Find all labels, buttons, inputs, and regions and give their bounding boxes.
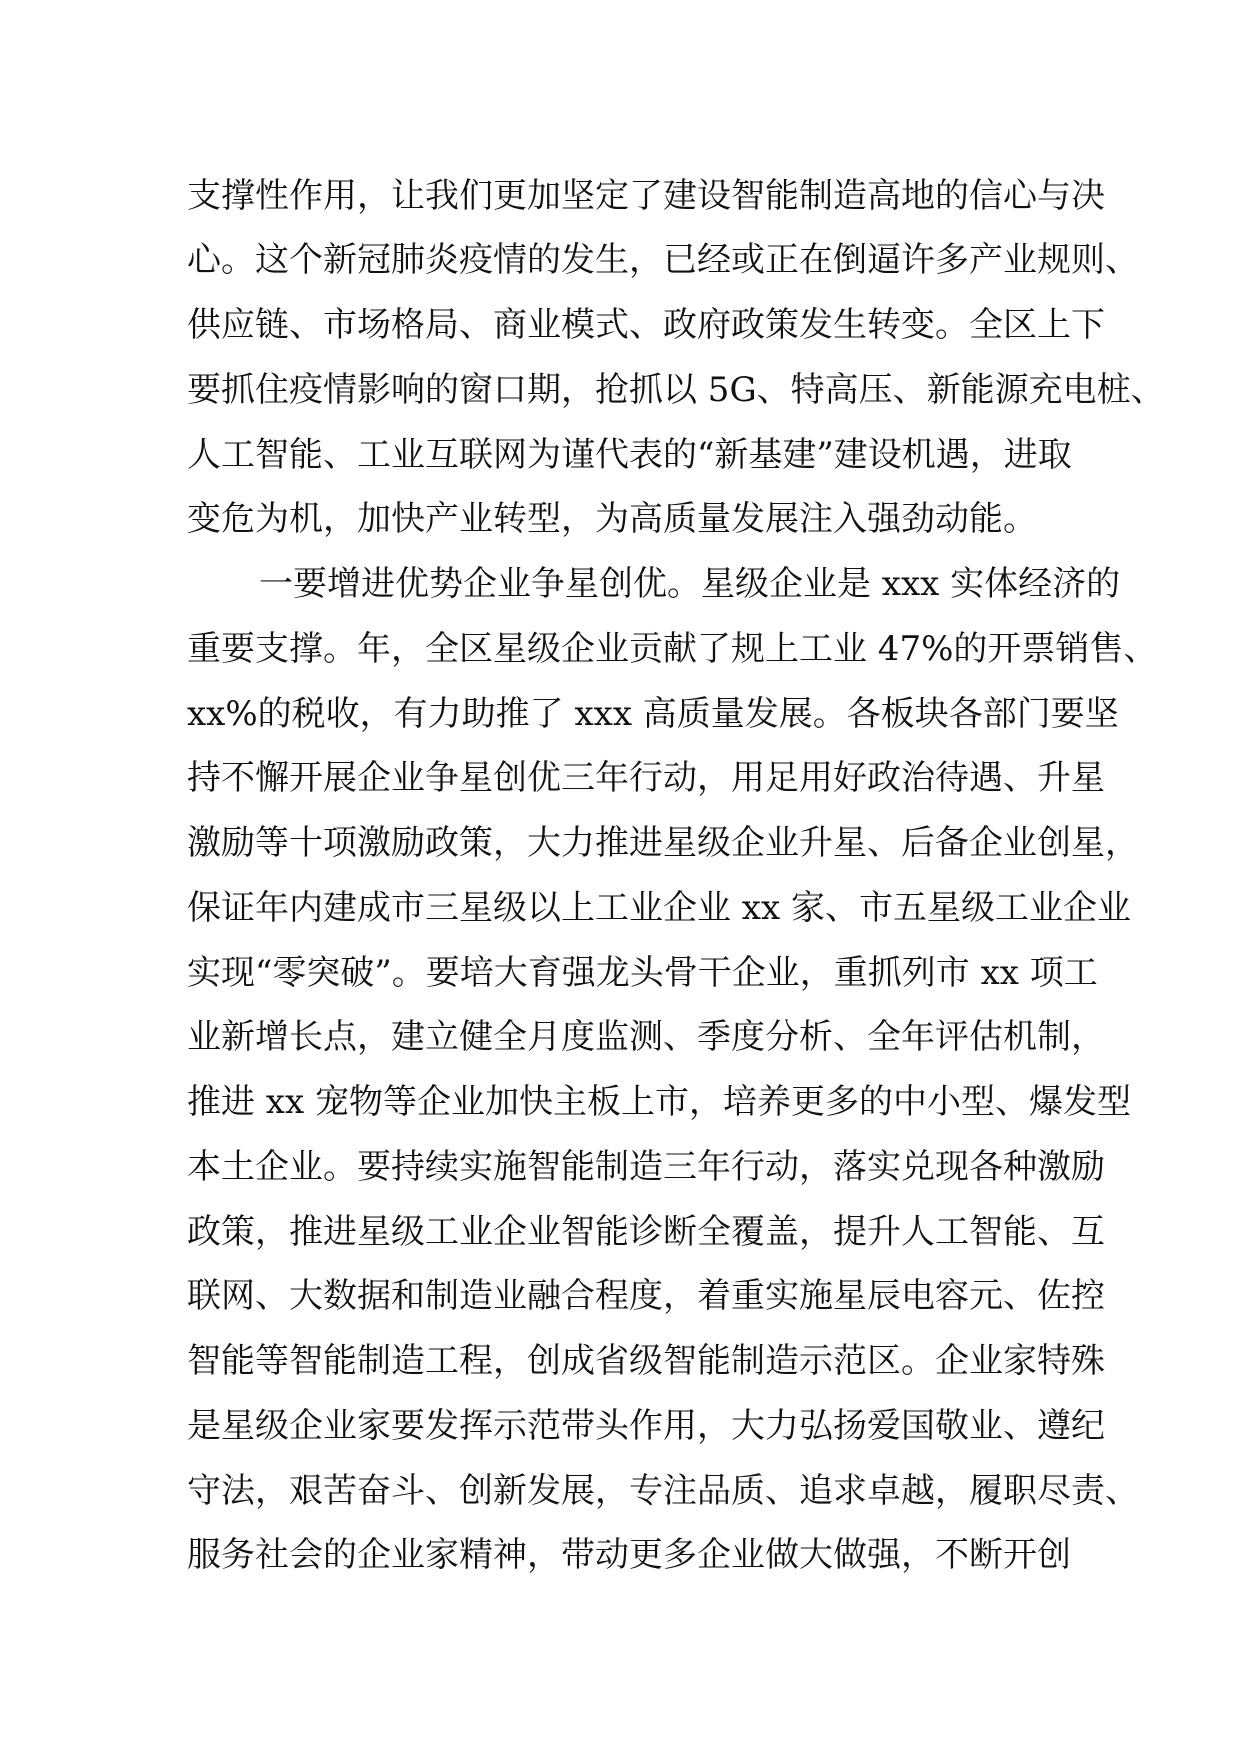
text-line: 要抓住疫情影响的窗口期，抢抓以 5G、特高压、新能源充电桩、	[187, 370, 1165, 410]
text-line: 守法，艰苦奋斗、创新发展，专注品质、追求卓越，履职尽责、	[187, 1471, 1139, 1511]
text-line: 政策，推进星级工业企业智能诊断全覆盖，提升人工智能、互	[187, 1212, 1105, 1252]
text-line: 推进 xx 宠物等企业加快主板上市，培养更多的中小型、爆发型	[187, 1082, 1131, 1122]
text-line: 持不懈开展企业争星创优三年行动，用足用好政治待遇、升星	[187, 758, 1105, 798]
text-line: 供应链、市场格局、商业模式、政府政策发生转变。全区上下	[187, 305, 1105, 345]
text-line: 人工智能、工业互联网为谨代表的“新基建”建设机遇，进取	[187, 435, 1072, 475]
text-line: 智能等智能制造工程，创成省级智能制造示范区。企业家特殊	[187, 1341, 1105, 1381]
text-line: 联网、大数据和制造业融合程度，着重实施星辰电容元、佐控	[187, 1276, 1105, 1316]
text-line: 服务社会的企业家精神，带动更多企业做大做强，不断开创	[187, 1535, 1071, 1575]
text-line: 支撑性作用，让我们更加坚定了建设智能制造高地的信心与决	[187, 176, 1105, 216]
text-line: 是星级企业家要发挥示范带头作用，大力弘扬爱国敬业、遵纪	[187, 1406, 1105, 1446]
text-line: 业新增长点，建立健全月度监测、季度分析、全年评估机制，	[187, 1017, 1105, 1057]
text-line: 实现“零突破”。要培大育强龙头骨干企业，重抓列市 xx 项工	[187, 953, 1098, 993]
text-line: 重要支撑。年，全区星级企业贡献了规上工业 47%的开票销售、	[187, 629, 1158, 669]
text-line: 保证年内建成市三星级以上工业企业 xx 家、市五星级工业企业	[187, 888, 1131, 928]
text-line: 变危为机，加快产业转型，为高质量发展注入强劲动能。	[187, 499, 1037, 539]
text-line: xx%的税收，有力助推了 xxx 高质量发展。各板块各部门要坚	[187, 694, 1119, 734]
text-line: 心。这个新冠肺炎疫情的发生，已经或正在倒逼许多产业规则、	[187, 240, 1139, 280]
paragraph-first-line: 一要增进优势企业争星创优。星级企业是 xxx 实体经济的	[259, 564, 1121, 604]
text-line: 本土企业。要持续实施智能制造三年行动，落实兑现各种激励	[187, 1147, 1105, 1187]
text-line: 激励等十项激励政策，大力推进星级企业升星、后备企业创星，	[187, 823, 1139, 863]
